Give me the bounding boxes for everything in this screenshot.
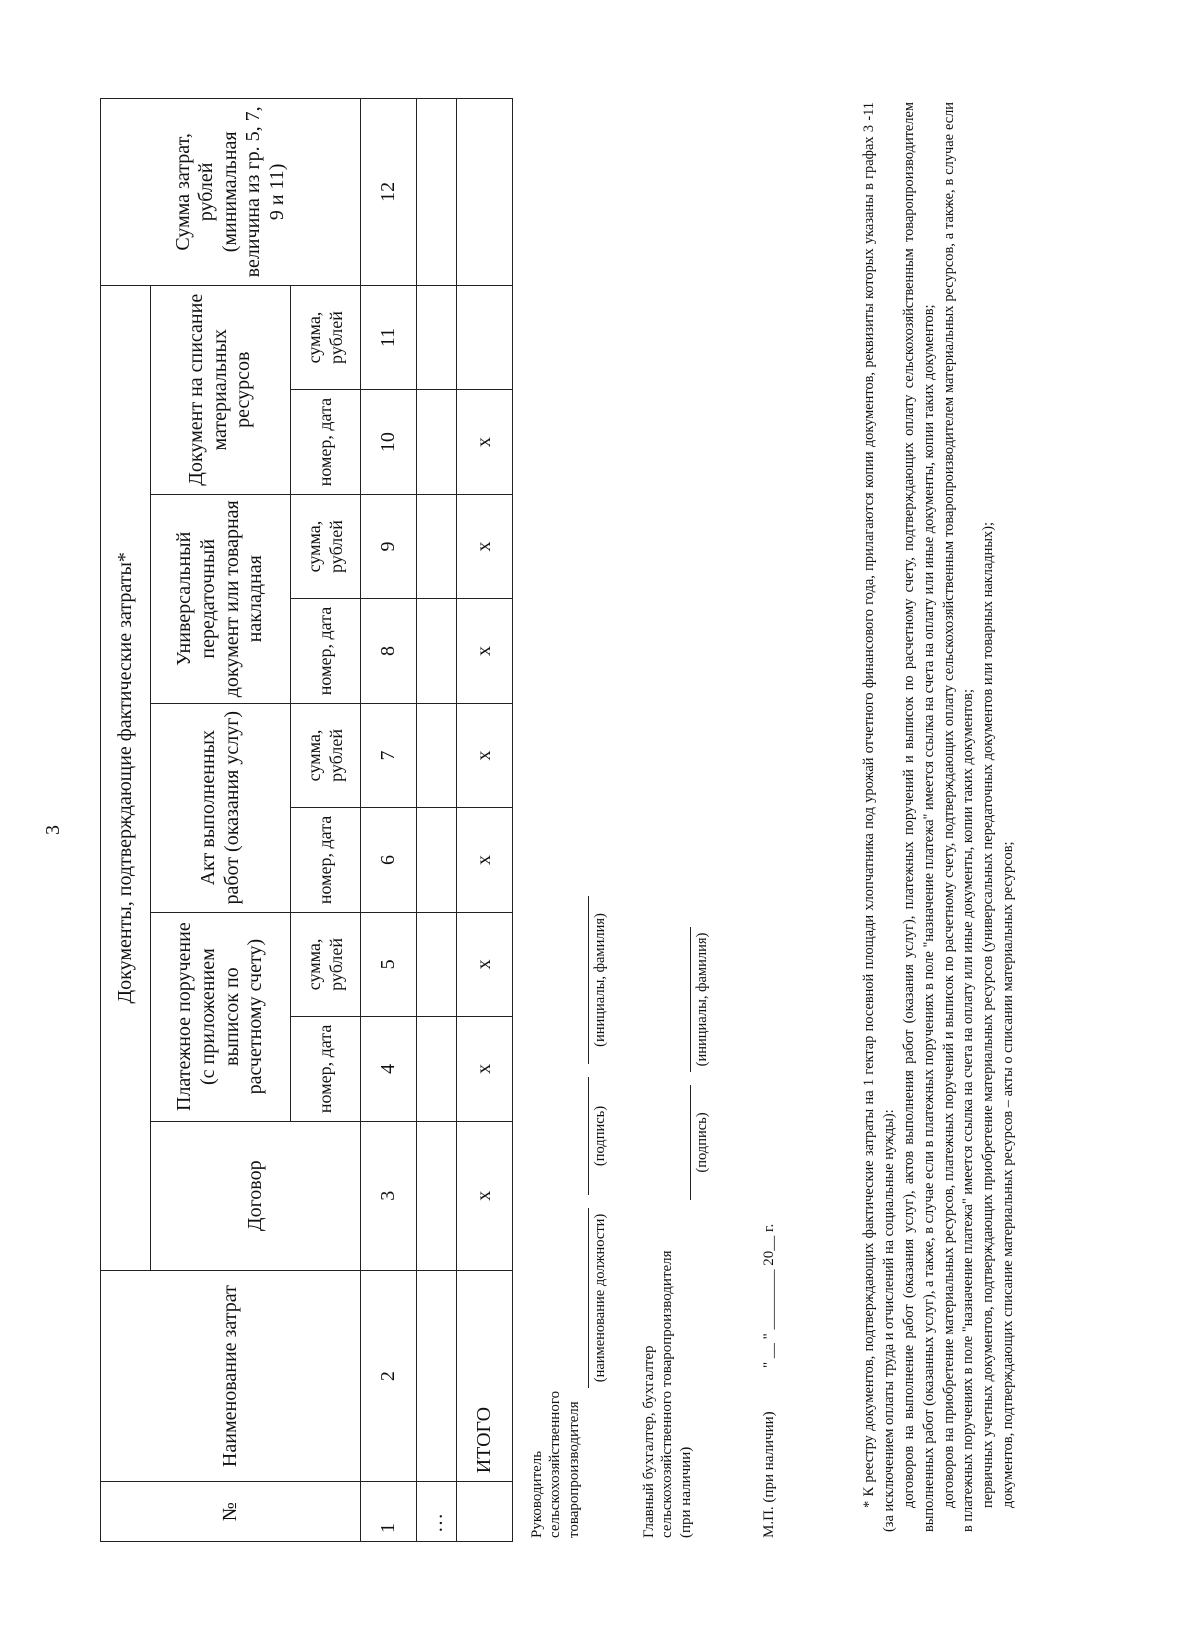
col-header-writeoff: Документ на списание материальных ресурсов (151, 285, 291, 494)
head-signature-caption: (подпись) (592, 1105, 608, 1167)
date-line: " __ " ________ 20__ г. (761, 1223, 777, 1368)
column-number: 11 (361, 285, 417, 390)
accountant-name-caption: (инициалы, фамилия) (694, 932, 710, 1067)
sub-header-sum: сумма, рублей (291, 494, 361, 598)
column-number: 12 (361, 99, 417, 286)
total-cell: x (457, 1017, 513, 1121)
total-cell: x (457, 494, 513, 598)
empty-cell (417, 494, 457, 598)
sub-header-sum: сумма, рублей (291, 912, 361, 1016)
col-header-total-cost: Сумма затрат, рублей (минимальная величина из гр. 5, 7, 9 и 11) (101, 99, 361, 286)
total-cell: x (457, 390, 513, 494)
empty-cell (417, 285, 457, 390)
accountant-signature-label: Главный бухгалтер, бухгалтер сельскохозяйственного товаропроизводителя (при наличии) (641, 1250, 694, 1538)
sub-header-sum: сумма, рублей (291, 285, 361, 390)
empty-cell (417, 390, 457, 494)
sub-header-number-date: номер, дата (291, 1017, 361, 1121)
column-number: 4 (361, 1017, 417, 1121)
column-number: 8 (361, 599, 417, 703)
total-label: ИТОГО (457, 1270, 513, 1481)
column-number: 10 (361, 390, 417, 494)
accountant-signature-line (690, 1085, 691, 1200)
col-header-documents-group: Документы, подтверждающие фактические затраты* (101, 285, 151, 1270)
empty-cell (417, 912, 457, 1016)
col-header-payment-order: Платежное поручение (с приложением выписок по расчетному счету) (151, 912, 291, 1121)
footnote (860, 102, 1019, 1532)
empty-cell (417, 1017, 457, 1121)
cost-register-table (100, 98, 513, 1542)
empty-cell (417, 808, 457, 912)
head-signature-line (588, 1077, 589, 1195)
page-number: 3 (42, 825, 64, 835)
empty-cell (417, 1270, 457, 1481)
table-row-total (457, 99, 513, 1542)
column-number: 9 (361, 494, 417, 598)
empty-cell (417, 1121, 457, 1270)
head-position-line (588, 1208, 589, 1388)
sub-header-number-date: номер, дата (291, 599, 361, 703)
empty-cell (417, 599, 457, 703)
col-header-no: № (101, 1482, 361, 1542)
total-cell: x (457, 703, 513, 807)
ellipsis-cell: … (417, 1482, 457, 1542)
empty-cell (457, 285, 513, 390)
total-cell: x (457, 912, 513, 1016)
col-header-contract: Договор (151, 1121, 361, 1270)
total-cell: x (457, 808, 513, 912)
accountant-signature-caption: (подпись) (694, 1112, 710, 1173)
col-header-act: Акт выполненных работ (оказания услуг) (151, 703, 291, 912)
empty-cell (417, 703, 457, 807)
empty-cell (457, 1482, 513, 1542)
footnote-item: документов, подтверждающих списание материальных ресурсов – акты о списании материальных ресурсов; (1000, 841, 1017, 1508)
footnote-item: первичных учетных документов, подтверждающих приобретение материальных ресурсов (универсальных передаточных документов или товарных накладных); (980, 521, 997, 1508)
column-number: 3 (361, 1121, 417, 1270)
column-number: 6 (361, 808, 417, 912)
column-number: 7 (361, 703, 417, 807)
column-number: 1 (361, 1482, 417, 1542)
empty-cell (457, 99, 513, 286)
table-row-column-numbers (361, 99, 417, 1542)
table-row-ellipsis (417, 99, 457, 1542)
head-signature-label: Руководитель сельскохозяйственного товаропроизводителя (529, 1390, 582, 1538)
footnote-item: договоров на выполнение работ (оказания услуг), актов выполнения работ (оказания услуг), платежных поручений и выписок по расчетному счету, подтверждающих оплату сельскохозяйственным товаропроизводителем выполненных работ (оказанных услуг), а также, в случае если в платежных поручениях в поле "назначение платежа" имеется ссылка на счета на оплату или иные документы, копии таких документов; (900, 102, 937, 1532)
total-cell: x (457, 1121, 513, 1270)
empty-cell (417, 99, 457, 286)
footnote-item: договоров на приобретение материальных ресурсов, платежных поручений и выписок по расчетному счету, подтверждающих оплату сельскохозяйственным товаропроизводителем материальных ресурсов, а также, в случае если в платежных поручениях в поле "назначение платежа" имеется ссылка на счета на оплату или иные документы, копии таких документов; (940, 102, 977, 1532)
head-position-caption: (наименование должности) (592, 1213, 608, 1383)
accountant-name-line (690, 927, 691, 1072)
stamp-label: М.П. (при наличии) (761, 1411, 777, 1538)
total-cell: x (457, 599, 513, 703)
column-number: 5 (361, 912, 417, 1016)
col-header-cost-name: Наименование затрат (101, 1270, 361, 1481)
sub-header-sum: сумма, рублей (291, 703, 361, 807)
sub-header-number-date: номер, дата (291, 390, 361, 494)
col-header-waybill: Универсальный передаточный документ или товарная накладная (151, 494, 291, 703)
head-name-caption: (инициалы, фамилия) (592, 913, 608, 1047)
footnote-intro: * К реестру документов, подтверждающих фактические затраты на 1 гектар посевной площади хлопчатника под урожай отчетного финансового года, прилагаются копии документов, реквизиты которых указаны в графах 3 -11 (за исключением оплаты труда и отчислений на социальные нужды): (861, 102, 897, 1532)
column-number: 2 (361, 1270, 417, 1481)
sub-header-number-date: номер, дата (291, 808, 361, 912)
head-name-line (588, 896, 589, 1064)
